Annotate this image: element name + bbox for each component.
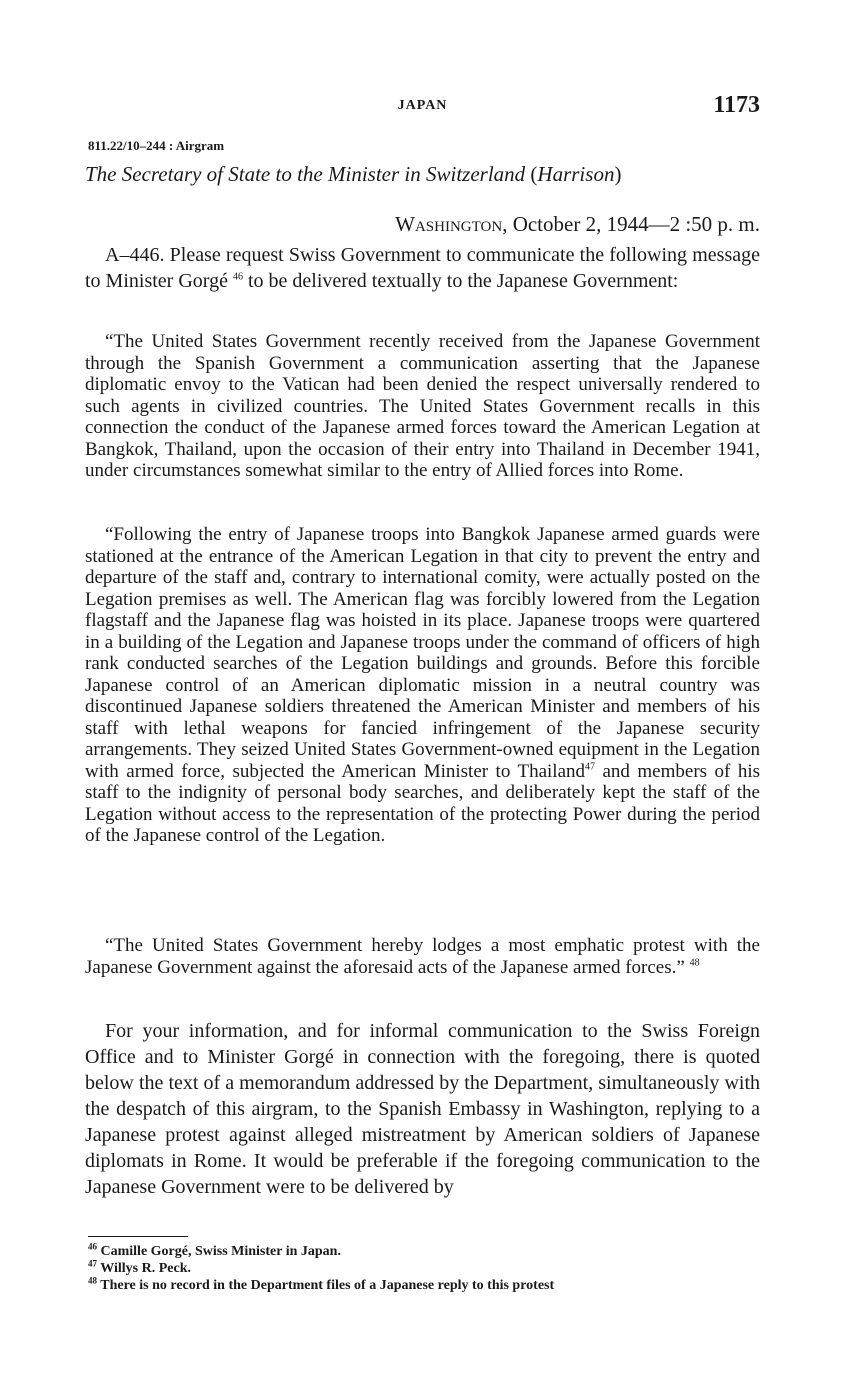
- quote-p3-text: “The United States Government hereby lodges a most emphatic protest with the Japanese Government against the aforesaid acts of the Japanese armed forces.”: [85, 935, 760, 978]
- heading-name: Harrison: [537, 162, 615, 186]
- quote-paragraph-3: [85, 935, 760, 978]
- footnote-ref-46: 46: [232, 271, 243, 283]
- running-head: [85, 92, 760, 124]
- footnote-text: Willys R. Peck.: [100, 1261, 191, 1276]
- footnote-number: 47: [88, 1258, 97, 1269]
- footnotes: [88, 1243, 760, 1294]
- heading-paren-close: ): [614, 162, 622, 186]
- closing-paragraph: For your information, and for informal communication to the Swiss Foreign Office and to Minister Gorgé in connection with the foregoing, there is quoted below the text of a memorandum addressed by the Department, simultaneously with the despatch of this airgram, to the Spanish Embassy in Washington, replying to a Japanese protest against alleged mistreatment by American soldiers of Japanese diplomats in Rome. It would be preferable if the foregoing communication to the Japanese Government were to be delivered by: [85, 1020, 760, 1198]
- footnote-text: There is no record in the Department files of a Japanese reply to this protest: [100, 1278, 555, 1293]
- footnote-number: 48: [88, 1275, 97, 1286]
- footnote-text: Camille Gorgé, Swiss Minister in Japan.: [100, 1244, 341, 1259]
- dateline-place: Washington: [395, 212, 503, 236]
- quote-p2-text-2: and members of his staff to the indignity of personal body searches, and deliberately kept the staff of the Legation without access to the representation of the protecting Power during the period of the Japanese control of the Legation.: [85, 760, 760, 846]
- footnote-48: [88, 1277, 760, 1294]
- file-reference: 811.22/10–244 : Airgram: [88, 138, 225, 153]
- document-heading: [85, 162, 760, 187]
- quote-paragraph-2: [85, 524, 760, 847]
- quote-paragraph-1: “The United States Government recently received from the Japanese Government through the Spanish Government a communication asserting that the Japanese diplomatic envoy to the Vatican had been denied the respect universally rendered to such agents in civilized countries. The United States Government recalls in this connection the conduct of the Japanese armed forces toward the American Legation at Bangkok, Thailand, upon the occasion of their entry into Thailand in December 1941, under circumstances somewhat similar to the entry of Allied forces into Rome.: [85, 331, 760, 481]
- footnote-ref-47: 47: [585, 761, 596, 773]
- running-title: JAPAN: [397, 98, 448, 113]
- footnote-rule: [88, 1236, 188, 1237]
- dateline: [395, 212, 760, 237]
- intro-text-1: A–446. Please request Swiss Government to communicate the following message to Minister Gorgé: [85, 244, 760, 292]
- intro-text-2: to be delivered textually to the Japanese Government:: [242, 270, 679, 292]
- footnote-46: [88, 1243, 760, 1260]
- dateline-date: , October 2, 1944—2 :50 p. m.: [502, 212, 760, 236]
- footnote-ref-48: 48: [689, 957, 700, 969]
- page-number: 1173: [713, 92, 760, 118]
- intro-paragraph: [85, 242, 760, 294]
- heading-text: The Secretary of State to the Minister in Switzerland: [85, 162, 526, 186]
- quote-p2-text-1: “Following the entry of Japanese troops into Bangkok Japanese armed guards were stationed at the entrance of the American Legation in that city to prevent the entry and departure of the staff and, contrary to international comity, were actually posted on the Legation premises as well. The American flag was forcibly lowered from the Legation flagstaff and the Japanese flag was hoisted in its place. Japanese troops were quartered in a building of the Legation and Japanese troops under the command of officers of high rank conducted searches of the Legation buildings and grounds. Before this forcible Japanese control of an American diplomatic mission in a neutral country was discontinued Japanese soldiers threatened the American Minister and members of his staff with lethal weapons for fancied infringement of the Japanese security arrangements. They seized United States Government-owned equipment in the Legation with armed force, subjected the American Minister to Thailand: [85, 524, 760, 782]
- footnote-47: [88, 1260, 760, 1277]
- heading-paren-open: (: [530, 162, 538, 186]
- footnote-number: 46: [88, 1241, 97, 1252]
